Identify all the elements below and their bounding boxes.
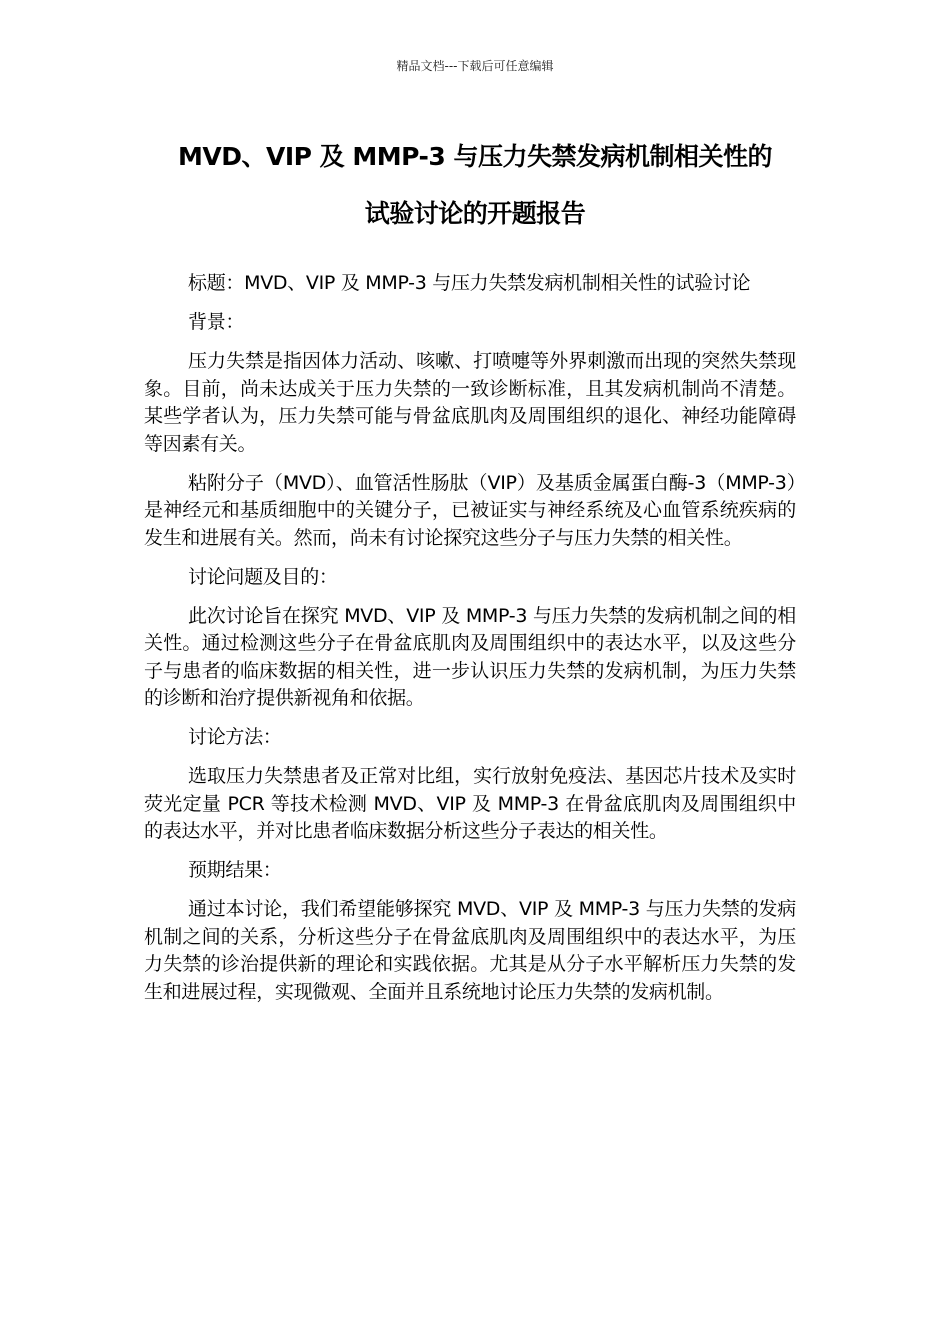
section-heading-expected-results: 预期结果：: [188, 859, 282, 881]
section-heading-background: 背景：: [188, 311, 245, 333]
paragraph-title-statement: 标题：MVD、VIP 及 MMP-3 与压力失禁发病机制相关性的试验讨论: [188, 272, 751, 294]
paragraph-methods: 选取压力失禁患者及正常对比组，实行放射免疫法、基因芯片技术及实时荧光定量 PCR 等技术检测 MVD、VIP 及 MMP-3 在骨盆底肌肉及周围组织中的表达水平，并对比患者临床数据分析这些分子表达的相关性。: [144, 765, 796, 842]
paragraph-background-1: 压力失禁是指因体力活动、咳嗽、打喷嚏等外界刺激而出现的突然失禁现象。目前，尚未达成关于压力失禁的一致诊断标准，且其发病机制尚不清楚。某些学者认为，压力失禁可能与骨盆底肌肉及周围组织的退化、神经功能障碍等因素有关。: [144, 350, 796, 455]
document-title-line-1: MVD、VIP 及 MMP-3 与压力失禁发病机制相关性的: [178, 142, 772, 171]
paragraph-expected-results: 通过本讨论，我们希望能够探究 MVD、VIP 及 MMP-3 与压力失禁的发病机制之间的关系，分析这些分子在骨盆底肌肉及周围组织中的表达水平，为压力失禁的诊治提供新的理论和实践依据。尤其是从分子水平解析压力失禁的发生和进展过程，实现微观、全面并且系统地讨论压力失禁的发病机制。: [144, 898, 796, 1003]
section-heading-purpose: 讨论问题及目的：: [188, 565, 338, 588]
document-title-line-2: 试验讨论的开题报告: [364, 199, 586, 228]
paragraph-purpose: 此次讨论旨在探究 MVD、VIP 及 MMP-3 与压力失禁的发病机制之间的相关性。通过检测这些分子在骨盆底肌肉及周围组织中的表达水平，以及这些分子与患者的临床数据的相关性，进一步认识压力失禁的发病机制，为压力失禁的诊断和治疗提供新视角和依据。: [144, 604, 796, 709]
paragraph-background-2: 粘附分子（MVD）、血管活性肠肽（VIP）及基质金属蛋白酶-3（MMP-3）是神经元和基质细胞中的关键分子，已被证实与神经系统及心血管系统疾病的发生和进展有关。然而，尚未有讨论探究这些分子与压力失禁的相关性。: [144, 471, 796, 549]
page-header-note: 精品文档---下载后可任意编辑: [396, 59, 554, 73]
section-heading-methods: 讨论方法：: [188, 726, 282, 748]
document-body: [144, 270, 796, 1018]
